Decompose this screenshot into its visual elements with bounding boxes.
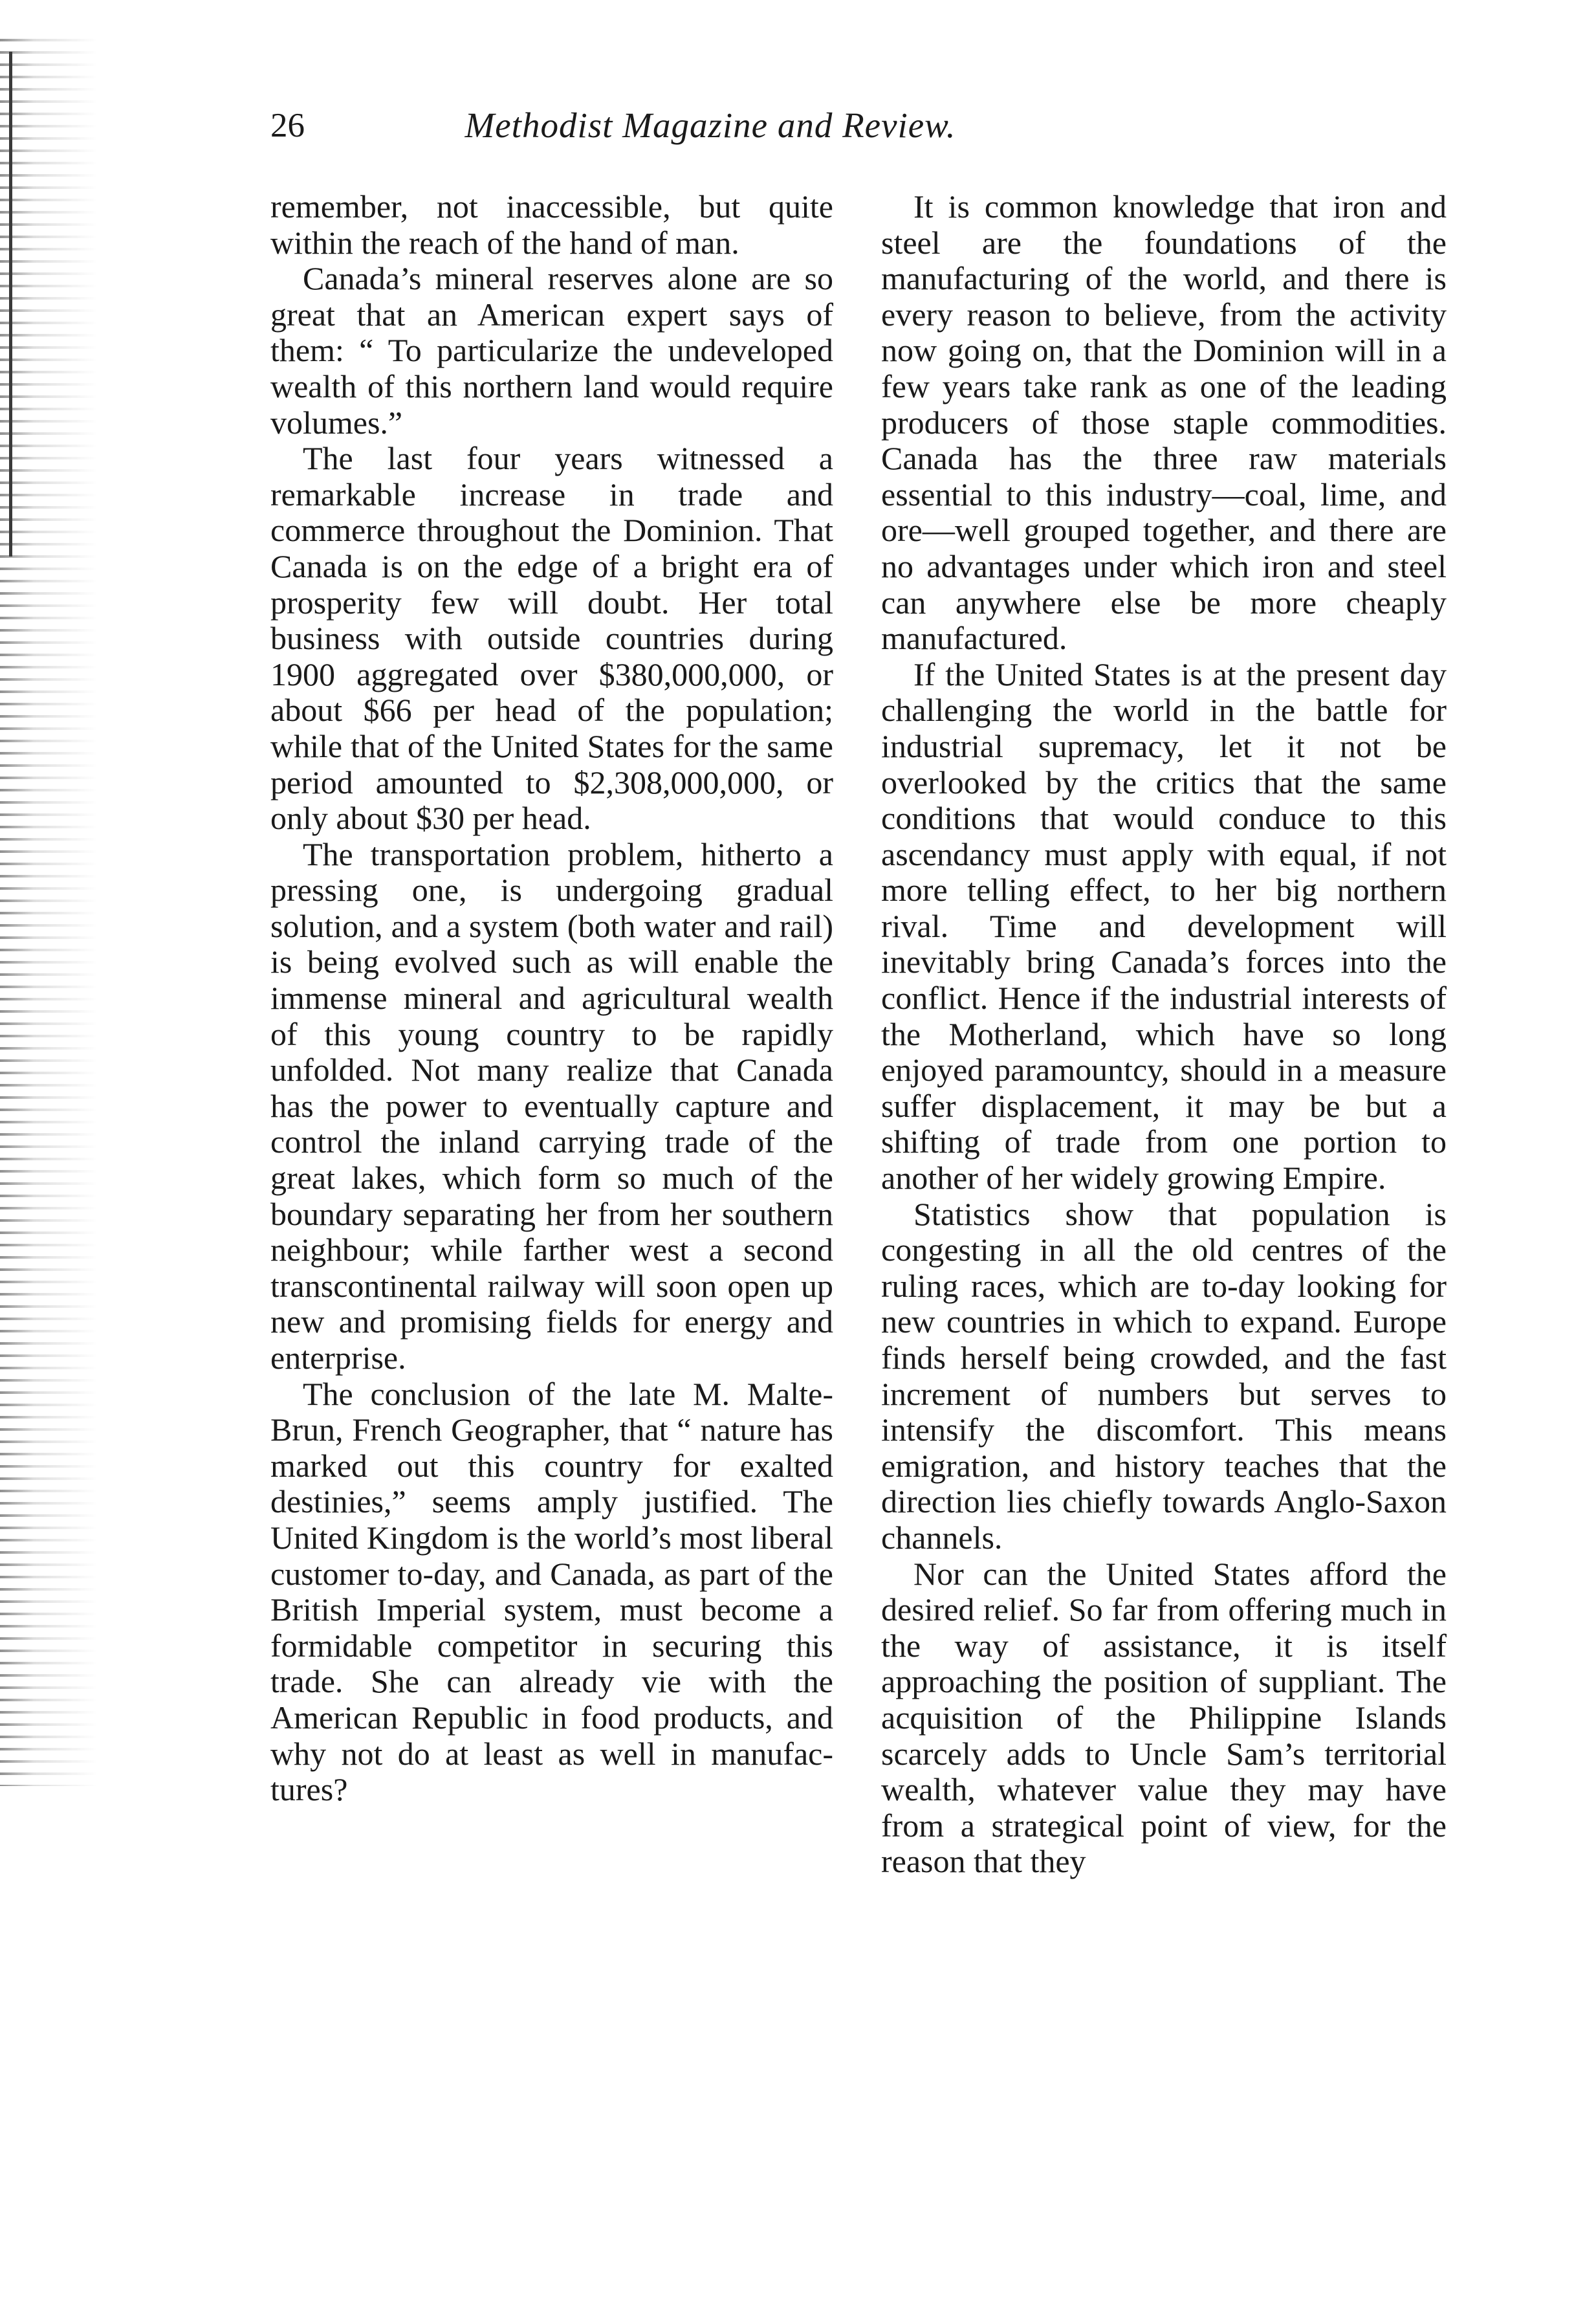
right-column	[881, 189, 1447, 1880]
paragraph: If the United States is at the present day challenging the world in the battle for industrial supremacy, let it not be overlooked by the critics that the same conditions that would conduce to this ascendancy must apply with equal, if not more telling effect, to her big northern rival. Time and development will inevitably bring Canada’s forces into the conflict. Hence if the industrial interests of the Motherland, which have so long enjoyed paramountcy, should in a measure suffer displacement, it may be but a shifting of trade from one portion to another of her widely growing Empire.	[881, 656, 1447, 1197]
paragraph: Canada’s mineral reserves alone are so great that an American expert says of them: “ To particularize the undeveloped wealth of this northern land would require volumes.”	[270, 260, 833, 441]
binding-edge-shadow	[0, 39, 97, 1786]
paragraph: Nor can the United States afford the desired relief. So far from offering much in the way of assistance, it is itself approaching the position of suppliant. The acquisition of the Philippine Islands scarcely adds to Uncle Sam’s territorial wealth, whatever value they may have from a strategical point of view, for the reason that they	[881, 1555, 1447, 1880]
left-column	[270, 189, 833, 1808]
paragraph: It is common knowledge that iron and steel are the foundations of the manufacturing of the world, and there is every reason to believe, from the activity now going on, that the Dominion will in a few years take rank as one of the leading producers of those staple commodities. Canada has the three raw materials essential to this industry—coal, lime, and ore—well grouped together, and there are no advantages under which iron and steel can anywhere else be more cheaply manufactured.	[881, 188, 1447, 657]
paragraph: The transportation problem, hitherto a pressing one, is undergoing gradual solution, and a system (both water and rail) is being evolved such as will enable the immense mineral and agricultural wealth of this young country to be rapidly unfolded. Not many realize that Canada has the power to eventually capture and control the inland carrying trade of the great lakes, which form so much of the boundary separating her from her southern neighbour; while farther west a second transcontinental railway will soon open up new and promising fields for energy and enterprise.	[270, 835, 833, 1376]
paragraph: remember, not inaccessible, but quite within the reach of the hand of man.	[270, 188, 833, 261]
paragraph: Statistics show that population is congesting in all the old centres of the ruling races, which are to-day looking for new countries in which to expand. Europe finds herself being crowded, and the fast increment of numbers but serves to intensify the discomfort. This means emigration, and history teaches that the direction lies chiefly towards Anglo-Saxon channels.	[881, 1195, 1447, 1556]
binding-edge-line	[9, 52, 12, 557]
paragraph: The last four years witnessed a remarkable increase in trade and commerce throughout the Dominion. That Canada is on the edge of a bright era of prosperity few will doubt. Her total business with outside countries during 1900 aggregated over $380,000,000, or about $66 per head of the population; while that of the United States for the same period amounted to $2,308,000,000, or only about $30 per head.	[270, 440, 833, 837]
journal-title: Methodist Magazine and Review.	[465, 105, 956, 145]
running-head	[270, 102, 1150, 149]
paragraph: The conclusion of the late M. Malte-Brun, French Geographer, that “ nature has marked out this country for exalted destinies,” seems amply justified. The United Kingdom is the world’s most liberal customer to-day, and Canada, as part of the British Imperial system, must become a formidable competitor in securing this trade. She can already vie with the American Republic in food products, and why not do at least as well in manufactures?	[270, 1375, 833, 1808]
page-number: 26	[270, 107, 305, 144]
